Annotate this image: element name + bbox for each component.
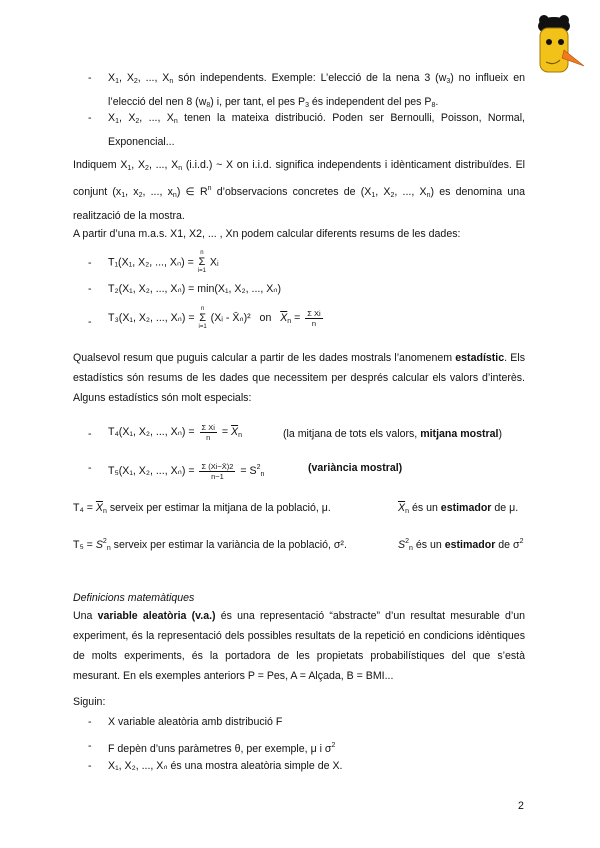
bullet-dash: - bbox=[88, 316, 92, 328]
paragraph-iid: Indiquem $X_1$, $X_2$, ..., $X_n$ (i.i.d.) ~ X on i.i.d. significa independents i idènticament distribuïdes. El conjunt ($x_1$, $x_2$, ..., $x_n$) ∈ $R^n$ d’observacions concretes de ($X_1$, $X_2$, ..., $X_n$) es denomina una realització de la mostra. bbox=[73, 159, 526, 222]
bullet-dash: - bbox=[88, 716, 92, 728]
bullet-dash: - bbox=[88, 283, 92, 295]
siguin-item-sample: X₁, X₂, ..., Xₙ és una mostra aleatòria simple de X. bbox=[108, 760, 343, 772]
siguin-item-variable: X variable aleatòria amb distribució F bbox=[108, 716, 283, 728]
formula-t2: T₂(X₁, X₂, ..., Xₙ) = min(X₁, X₂, ..., Xₙ) bbox=[108, 283, 282, 295]
note-variancia-mostral: (variància mostral) bbox=[308, 462, 403, 474]
mean-fraction: $\frac{\text{Σ Xi}}{n}$ bbox=[307, 308, 321, 328]
section-heading-definicions: Definicions matemàtiques bbox=[73, 592, 195, 604]
formula-t5: T₅(X₁, X₂, ..., Xₙ) = $\frac{\Sigma (Xi-X̄)2}{n-1}$ = $S^2_n$ bbox=[108, 461, 265, 481]
formula-t4: T₄(X₁, X₂, ..., Xₙ) = $\frac{\text{Σ Xi}}{n}$ = $\overline{X}_n$ bbox=[108, 422, 242, 442]
paragraph-resums: A partir d’una m.a.s. X1, X2, ... , Xn podem calcular diferents resums de les dades: bbox=[73, 228, 461, 240]
note-mitjana-mostral: (la mitjana de tots els valors, mitjana mostral) bbox=[283, 428, 503, 440]
sum-operator: n Σ i=1 bbox=[197, 250, 206, 274]
paragraph-estadistic: Qualsevol resum que puguis calcular a partir de les dades mostrals l’anomenem estadístic. Els estadístics són resums de les dades que necessitem per després calcular els valors d’interès. Alguns estadístics són molt especials: bbox=[73, 352, 525, 404]
bullet-dash: - bbox=[88, 462, 92, 474]
bullet-dash: - bbox=[88, 740, 92, 752]
bullet-dash: - bbox=[88, 428, 92, 440]
paragraph-variable-aleatoria: Una variable aleatòria (v.a.) és una representació “abstracte” d’un resultat mesurable d’un experiment, és la representació dels possibles resultats de la repetició en condicions idèntiques de molts experiments, és la portadora de les propietats probabilístiques del que s’està mesurant. En els exemples anteriors P = Pes, A = Alçada, B = BMI... bbox=[73, 610, 525, 682]
bullet-text-distribution: $X_1$, $X_2$, ..., $X_n$ tenen la mateixa distribució. Poden ser Bernoulli, Poisson, Normal, Exponencial... bbox=[108, 112, 525, 148]
mean-fraction: $\frac{\text{Σ Xi}}{n}$ bbox=[201, 422, 215, 442]
mascot-logo-icon bbox=[520, 10, 590, 82]
estimator-line-mean: $T_4 = \overline{X}_n$ serveix per estimar la mitjana de la població, μ. bbox=[73, 502, 331, 515]
estimator-line-variance: $T_5 = S^2_n$ serveix per estimar la variància de la població, σ². bbox=[73, 538, 347, 552]
siguin-item-parameters: F depèn d’uns paràmetres θ, per exemple, μ i $\sigma^2$ bbox=[108, 742, 336, 755]
formula-t1: T₁(X₁, X₂, ..., Xₙ) = n Σ i=1 Xᵢ bbox=[108, 250, 219, 274]
variance-fraction: $\frac{\Sigma (Xi-X̄)2}{n-1}$ bbox=[201, 461, 234, 481]
bullet-dash: - bbox=[88, 72, 92, 84]
bullet-dash: - bbox=[88, 257, 92, 269]
formula-t3: T₃(X₁, X₂, ..., Xₙ) = n Σ i=1 (Xᵢ - X̄ₙ)² on $\overline{X}_n$ = $\frac{\text{Σ Xi}}{n}$ bbox=[108, 305, 321, 330]
estimator-note-variance: $S^2_n$ és un estimador de $\sigma^2$ bbox=[398, 538, 524, 552]
siguin-label: Siguin: bbox=[73, 696, 106, 708]
bullet-dash: - bbox=[88, 112, 92, 124]
estimator-note-mean: $\overline{X}_n$ és un estimador de μ. bbox=[398, 502, 519, 515]
bullet-text-independence: $X_1$, $X_2$, ..., $X_n$ són independents. Exemple: L’elecció de la nena 3 $(w_3)$ no influeix en l’elecció del nen 8 $(w_8)$ i, per tant, el pes $P_3$ és independent del pes $P_8$. bbox=[108, 72, 525, 109]
sum-operator: n Σ i=1 bbox=[198, 305, 207, 330]
page-number: 2 bbox=[518, 800, 524, 812]
bullet-dash: - bbox=[88, 760, 92, 772]
